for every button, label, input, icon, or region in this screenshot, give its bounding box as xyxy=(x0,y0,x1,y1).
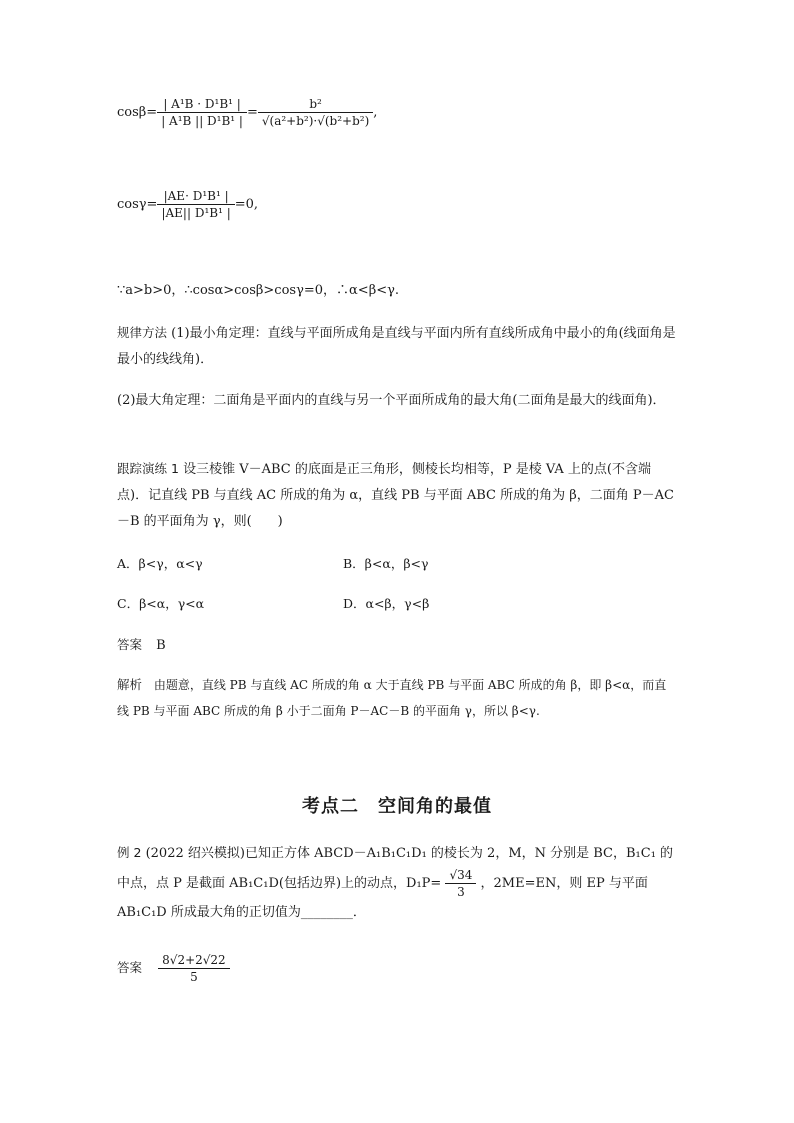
fraction-denominator: 3 xyxy=(457,885,465,899)
fraction-numerator: 8√2+2√22 xyxy=(162,953,226,967)
equation-tail: =0, xyxy=(234,196,259,212)
analysis-label: 解析 xyxy=(117,677,143,692)
option-c: C．β<α，γ<α xyxy=(117,596,205,611)
fraction xyxy=(157,188,234,221)
exercise-label: 跟踪演练 1 xyxy=(117,461,179,476)
example-text-b: ，2ME=EN，则 EP 与平面 AB₁C₁D 所成最大角的正切值为________． xyxy=(117,876,648,920)
fraction-denominator: |AE|| D¹B¹ | xyxy=(161,206,231,220)
equation-lhs: cosβ= xyxy=(117,104,158,120)
analysis-text: 由题意，直线 PB 与直线 AC 所成的角 α 大于直线 PB 与平面 ABC 所成的角 β，即 β<α，而直线 PB 与平面 ABC 所成的角 β 小于二面角 P－AC－B 的平面角 γ，所以 β<γ. xyxy=(117,678,667,718)
option-d: D．α<β，γ<β xyxy=(343,596,430,611)
fraction-denominator: √(a²+b²)·√(b²+b²) xyxy=(261,114,370,128)
answer-value: B xyxy=(156,638,166,653)
example-label: 例 2 xyxy=(117,845,142,860)
exercise-text: 设三棱锥 V－ABC 的底面是正三角形，侧棱长均相等，P 是棱 VA 上的点(不含端点)．记直线 PB 与直线 AC 所成的角为 α，直线 PB 与平面 ABC 所成的角为 β，二面角 P－AC－B 的平面角为 γ，则( ) xyxy=(117,462,674,529)
example-text-a: (2022 绍兴模拟)已知正方体 ABCD－A₁B₁C₁D₁ 的棱长为 2，M，N 分别是 BC，B₁C₁ 的中点，点 P 是截面 AB₁C₁D(包括边界)上的动点，D₁P= xyxy=(117,846,674,891)
answer-fraction xyxy=(158,952,230,985)
method-label: 规律方法 xyxy=(117,325,168,340)
method-text-1: (1)最小角定理：直线与平面所成角是直线与平面内所有直线所成角中最小的角(线面角是最小的线线角)． xyxy=(117,326,676,367)
fraction xyxy=(157,96,247,129)
method-paragraph-1 xyxy=(117,320,677,373)
fraction xyxy=(445,867,476,900)
fraction-denominator: 5 xyxy=(190,970,198,984)
fraction xyxy=(258,96,373,129)
method-paragraph-2: (2)最大角定理：二面角是平面内的直线与另一个平面所成角的最大角(二面角是最大的线面角)． xyxy=(117,393,666,408)
exercise-answer xyxy=(117,632,677,659)
equation-cos-gamma xyxy=(117,188,677,221)
example-answer xyxy=(117,952,677,985)
example-paragraph xyxy=(117,840,677,926)
exercise-analysis xyxy=(117,672,677,724)
equation-cos-beta xyxy=(117,96,677,129)
fraction-numerator: √34 xyxy=(449,868,473,882)
fraction-numerator: |AE· D¹B¹ | xyxy=(163,189,229,203)
conclusion-line: ∵a>b>0，∴cosα>cosβ>cosγ=0，∴α<β<γ. xyxy=(117,283,400,298)
equation-tail: , xyxy=(373,104,378,120)
fraction-numerator: b² xyxy=(309,97,322,111)
equals-sign: = xyxy=(246,104,258,120)
exercise-paragraph xyxy=(117,456,677,535)
section-title: 考点二 空间角的最值 xyxy=(302,796,492,817)
answer-label: 答案 xyxy=(117,637,143,652)
fraction-denominator: | A¹B || D¹B¹ | xyxy=(161,114,243,128)
fraction-numerator: | A¹B · D¹B¹ | xyxy=(163,97,241,111)
option-a: A．β<γ，α<γ xyxy=(117,556,203,571)
option-b: B．β<α，β<γ xyxy=(343,556,429,571)
equation-lhs: cosγ= xyxy=(117,196,158,212)
answer-label: 答案 xyxy=(117,960,143,975)
